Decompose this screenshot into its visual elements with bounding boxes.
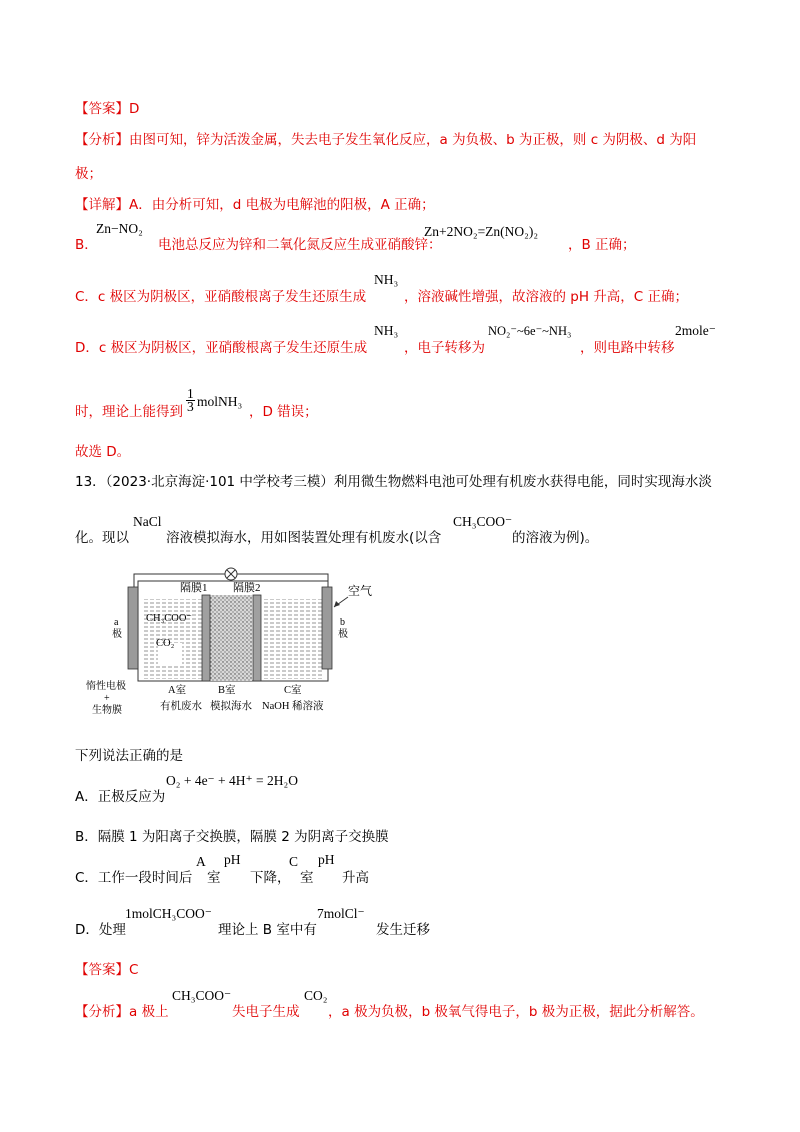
option-c-ph2: pH	[318, 852, 335, 867]
answer-line-1	[75, 97, 139, 117]
option-c-a: A	[196, 854, 206, 869]
formula-zn-no2: Zn−NO₂	[96, 221, 143, 236]
formula-option-d-2: 7molCl⁻	[317, 906, 365, 921]
detail-c-text2: ，溶液碱性增强，故溶液的 pH 升高，C 正确；	[404, 289, 689, 305]
label-b-pole-ji: 极	[338, 629, 348, 640]
formula-zn-reaction: Zn+2NO₂=Zn(NO₂)₂	[424, 224, 539, 239]
option-c-3: 升高	[342, 870, 369, 886]
detail-d-text2: ，电子转移为	[404, 340, 485, 356]
option-c-room1: 室	[207, 870, 221, 886]
formula-analysis-co2: CO₂	[304, 988, 328, 1003]
answer-line-2	[75, 958, 138, 978]
formula-option-a: O₂ + 4e⁻ + 4H⁺ = 2H₂O	[166, 773, 298, 788]
option-d-1: D．处理	[75, 922, 126, 938]
detail-line-a	[75, 193, 435, 213]
formula-electron-transfer: NO₂⁻~6e⁻~NH₃	[488, 324, 572, 338]
fraction-numerator: 1	[187, 386, 194, 401]
detail-tag: 【详解】	[75, 197, 129, 213]
formula-analysis-ch3coo: CH₃COO⁻	[172, 988, 232, 1003]
q13-prompt: 下列说法正确的是	[75, 748, 183, 764]
detail-b-mid: 电池总反应为锌和二氧化氮反应生成亚硝酸锌：	[158, 237, 442, 253]
lamp-icon	[225, 568, 237, 580]
answer-tag-2: 【答案】	[75, 962, 129, 978]
label-b-pole-b: b	[340, 617, 345, 628]
analysis-text: 由图可知，锌为活泼金属，失去电子发生氧化反应，a 为负极、b 为正极，则 c 为阴极、d 为阳	[129, 132, 697, 148]
q13-stem-line1: 13．（2023·北京海淀·101 中学校考三模）利用微生物燃料电池可处理有机废水获得电能，同时实现海水淡	[75, 474, 712, 490]
label-room-b-sub: 模拟海水	[210, 701, 252, 712]
option-c-2: 下降，	[250, 870, 291, 886]
detail-d-text1: D．c 极区为阴极区，亚硝酸根离子发生还原生成	[75, 340, 368, 356]
fraction-denominator: 3	[187, 399, 194, 414]
option-c-ph1: pH	[224, 852, 241, 867]
detail-d-text5: ，D 错误；	[249, 404, 318, 420]
label-room-b: B室	[218, 685, 236, 696]
option-c-c: C	[289, 854, 299, 869]
option-d-2: 理论上 B 室中有	[218, 922, 317, 938]
formula-option-d-1: 1molCH₃COO⁻	[125, 906, 212, 921]
option-c-1: C．工作一段时间后	[75, 870, 193, 886]
electrode-a	[128, 587, 138, 669]
answer-tag: 【答案】	[75, 101, 129, 117]
analysis-tag: 【分析】	[75, 132, 129, 148]
analysis-2-t2: 失电子生成	[232, 1004, 300, 1020]
label-room-c-sub: NaOH 稀溶液	[262, 701, 324, 712]
label-membrane-2: 隔膜2	[233, 582, 261, 594]
detail-b-suffix: ，B 正确；	[568, 237, 636, 253]
label-a-pole-ji: 极	[112, 629, 122, 640]
analysis-line-1	[75, 128, 696, 148]
option-b: B．隔膜 1 为阳离子交换膜，隔膜 2 为阴离子交换膜	[75, 829, 389, 845]
q13-stem-2a: 化。现以	[75, 530, 129, 546]
label-electrode-2: +	[104, 693, 110, 704]
q13-stem-2b: 溶液模拟海水，用如图装置处理有机废水(以含	[166, 530, 442, 546]
detail-d-text3: ，则电路中转移	[580, 340, 675, 356]
label-membrane-1: 隔膜1	[180, 582, 208, 594]
label-ch3coo: CH₃COO⁻	[146, 613, 192, 624]
detail-b-prefix: B．	[75, 237, 98, 253]
option-d-3: 发生迁移	[376, 922, 430, 938]
room-c-liquid	[264, 599, 322, 679]
fuel-cell-diagram	[78, 561, 373, 721]
label-electrode-1: 惰性电极	[86, 681, 126, 692]
q13-stem-2c: 的溶液为例)。	[512, 530, 599, 546]
label-room-a-sub: 有机废水	[160, 701, 202, 712]
room-b-liquid	[210, 595, 252, 681]
formula-nacl: NaCl	[133, 514, 162, 529]
detail-c-text1: C．c 极区为阴极区，亚硝酸根离子发生还原生成	[75, 289, 367, 305]
formula-2mol-e: 2mole⁻	[675, 323, 716, 338]
option-a-text: A．正极反应为	[75, 789, 166, 805]
label-air: 空气	[348, 584, 373, 598]
formula-nh3-d: NH₃	[374, 323, 399, 338]
analysis-2-tag	[75, 1000, 169, 1020]
detail-d-text4: 时，理论上能得到	[75, 404, 183, 420]
answer-value-2: C	[129, 962, 139, 978]
analysis-2-tag-text: 【分析】	[75, 1004, 129, 1020]
formula-nh3-c: NH₃	[374, 272, 399, 287]
answer-value: D	[129, 101, 140, 117]
formula-fraction	[186, 388, 195, 413]
label-electrode-3: 生物膜	[92, 705, 122, 716]
air-arrow-icon	[334, 601, 340, 607]
analysis-line-2: 极；	[75, 166, 102, 182]
label-room-a: A室	[168, 685, 187, 696]
choose-line: 故选 D。	[75, 444, 131, 460]
option-c-room2: 室	[300, 870, 314, 886]
label-a-pole-a: a	[114, 617, 119, 628]
membrane-2	[253, 595, 261, 681]
analysis-2-t3: ，a 极为负极，b 极氧气得电子，b 极为正极，据此分析解答。	[328, 1004, 704, 1020]
formula-mol-nh3: molNH₃	[197, 394, 243, 409]
analysis-2-t1: a 极上	[129, 1004, 169, 1020]
membrane-1	[202, 595, 210, 681]
electrode-b	[322, 587, 332, 669]
detail-option-a: A．由分析可知，d 电极为电解池的阳极，A 正确；	[129, 197, 435, 213]
formula-ch3coo-stem: CH₃COO⁻	[453, 514, 513, 529]
label-co2: CO₂	[156, 638, 175, 649]
label-room-c: C室	[284, 685, 302, 696]
